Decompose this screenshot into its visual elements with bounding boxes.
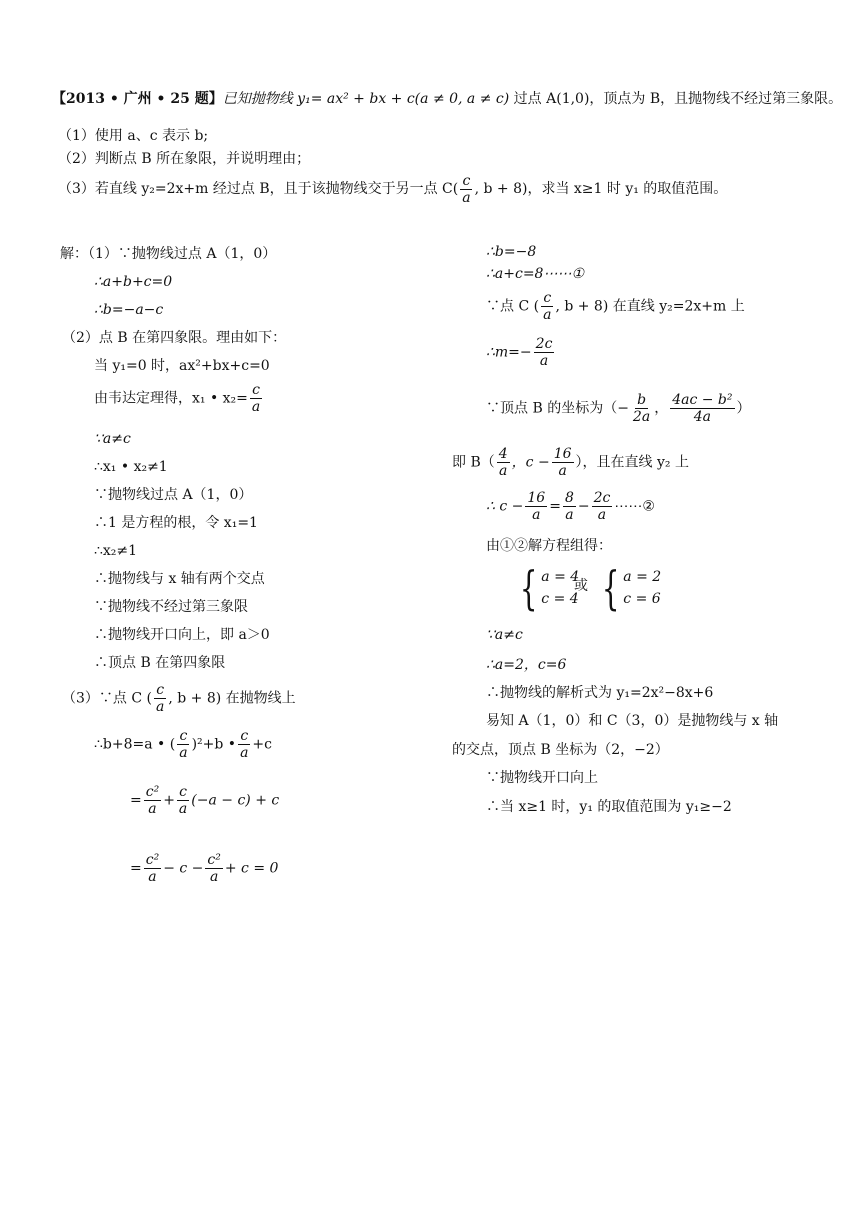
solution-r4: ∴m=− $\frac{2c}{a}$: [486, 336, 553, 369]
solution-l10: ∴1 是方程的根，令 x₁=1: [94, 515, 258, 531]
solution-l14: ∴抛物线开口向上，即 a＞0: [94, 627, 270, 643]
solution-r14: ∵抛物线开口向上: [486, 770, 598, 786]
solution-r13: 的交点，顶点 B 坐标为（2，−2）: [452, 742, 669, 758]
equation-system-2: { a = 2 c = 6: [601, 561, 662, 615]
solution-r6: 即 B（ $\frac{4}{a}$ ，c − $\frac{16}{a}$ ），且在直线 y₂ 上: [452, 446, 689, 479]
question-1: （1）使用 a、c 表示 b;: [58, 128, 209, 144]
question-3-text-a: （3）若直线 y₂=2x+m 经过点 B，且于该抛物线交于另一点 C(: [58, 181, 459, 197]
solution-l13: ∵抛物线不经过第三象限: [94, 599, 248, 615]
solution-l4: （2）点 B 在第四象限。理由如下：: [62, 330, 287, 346]
equation-system-1: { a = 4 c = 4: [519, 561, 580, 615]
solution-l1: 解：（1）∵抛物线过点 A（1，0）: [60, 246, 277, 262]
problem-line: [52, 90, 842, 108]
question-2: （2）判断点 B 所在象限，并说明理由；: [58, 151, 311, 167]
solution-l2: ∴a+b+c=0: [94, 274, 173, 290]
question-3: [58, 172, 727, 206]
solution-r11: ∴抛物线的解析式为 y₁=2x²−8x+6: [486, 685, 714, 701]
solution-r10: ∴a=2，c=6: [486, 657, 567, 673]
solution-r9: ∵a≠c: [486, 627, 523, 643]
solution-r12: 易知 A（1，0）和 C（3，0）是抛物线与 x 轴: [486, 713, 779, 729]
solution-l12: ∴抛物线与 x 轴有两个交点: [94, 571, 265, 587]
fraction-c-over-a: $\frac{c}{a}$: [462, 172, 471, 206]
solution-r3: ∵点 C ( $\frac{c}{a}$ , b + 8) 在直线 y₂=2x+m 上: [486, 290, 745, 323]
solution-l6: 由韦达定理得，x₁ • x₂= $\frac{c}{a}$: [94, 382, 261, 415]
solution-l3: ∴b=−a−c: [94, 302, 164, 318]
or-label: 或: [574, 578, 588, 594]
solution-r2: ∴a+c=8⋯⋯①: [486, 266, 585, 282]
solution-l17: ∴b+8=a • ( $\frac{c}{a}$ )²+b • $\frac{c}{a}$ +c: [94, 728, 272, 761]
problem-stem-lead: 已知抛物线 y₁= ax² + bx + c(a ≠ 0, a ≠ c): [222, 91, 510, 107]
question-3-text-b: , b + 8)，求当 x≥1 时 y₁ 的取值范围。: [474, 181, 728, 197]
solution-l8: ∴x₁ • x₂≠1: [94, 459, 168, 475]
solution-r8: 由①②解方程组得：: [486, 538, 612, 554]
solution-r5: ∵顶点 B 的坐标为（− $\frac{b}{2a}$ ， $\frac{\text{4ac − b²}}{4a}$ ）: [486, 392, 751, 425]
solution-l16: （3）∵点 C ( $\frac{c}{a}$ , b + 8) 在抛物线上: [62, 682, 296, 715]
problem-stem-tail: 过点 A(1,0)，顶点为 B，且抛物线不经过第三象限。: [513, 91, 843, 107]
problem-tag: 【2013 • 广州 • 25 题】: [52, 91, 223, 107]
solution-r1: ∴b=−8: [486, 244, 537, 260]
solution-r15: ∴当 x≥1 时，y₁ 的取值范围为 y₁≥−2: [486, 799, 732, 815]
solution-l18: = $\frac{\text{c²}}{a}$ + $\frac{c}{a}$ (−a − c) + c: [130, 784, 280, 817]
solution-l11: ∴x₂≠1: [94, 543, 138, 559]
solution-r7: ∴ c − $\frac{16}{a}$ = $\frac{8}{a}$ − $\frac{2c}{a}$ ⋯⋯②: [486, 490, 655, 523]
solution-l15: ∴顶点 B 在第四象限: [94, 655, 226, 671]
solution-l5: 当 y₁=0 时，ax²+bx+c=0: [94, 358, 270, 374]
solution-l19: = $\frac{\text{c²}}{a}$ − c − $\frac{\text{c²}}{a}$ + c = 0: [130, 852, 279, 885]
solution-l7: ∵a≠c: [94, 431, 131, 447]
solution-l9: ∵抛物线过点 A（1，0）: [94, 487, 253, 503]
